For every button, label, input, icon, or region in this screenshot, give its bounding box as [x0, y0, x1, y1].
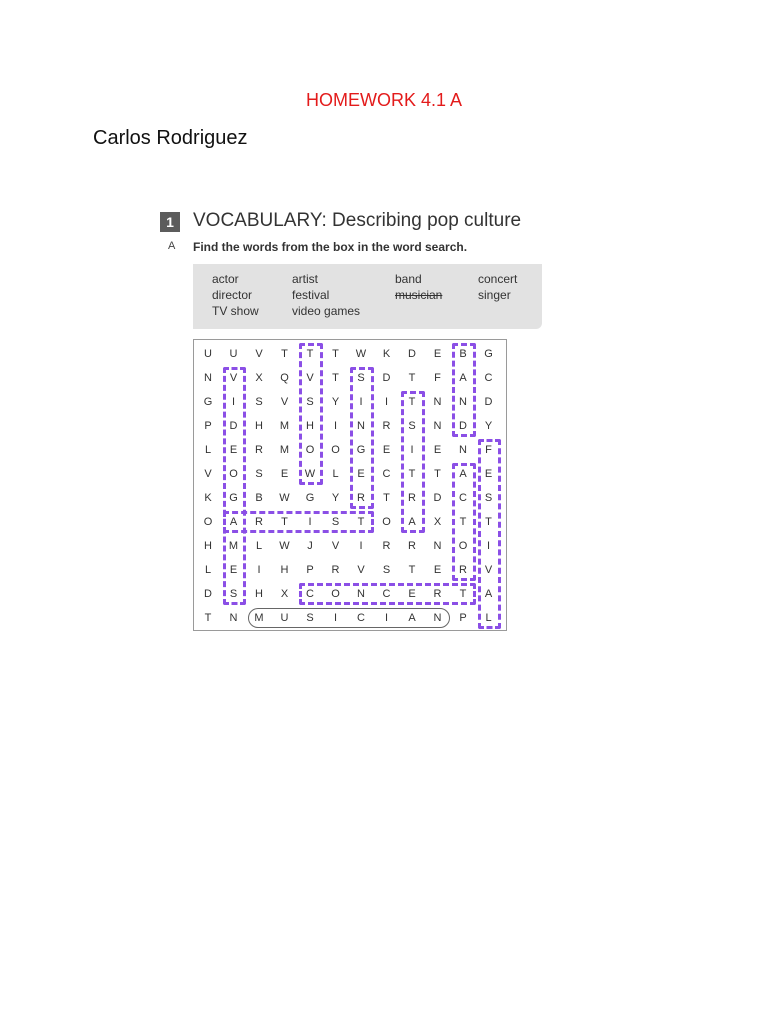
grid-letter: L — [332, 468, 339, 480]
grid-letter: R — [408, 492, 416, 504]
word-box-item: musician — [395, 288, 443, 302]
grid-letter: D — [433, 492, 442, 504]
grid-letter: S — [484, 492, 493, 504]
grid-letter: H — [255, 588, 263, 600]
grid-letter: Y — [331, 492, 340, 504]
grid-letter: O — [229, 468, 238, 480]
grid-letter: A — [408, 612, 416, 624]
grid-letter: O — [458, 540, 468, 552]
grid-letter: A — [459, 372, 467, 384]
grid-letter: R — [382, 420, 391, 432]
grid-letter: G — [229, 492, 238, 504]
grid-letter: L — [255, 540, 263, 552]
grid-letter: I — [384, 396, 389, 408]
student-name: Carlos Rodriguez — [93, 127, 248, 149]
word-box-item: actor — [212, 272, 239, 286]
found-word-highlight — [223, 367, 247, 605]
grid-letter: X — [280, 588, 289, 600]
grid-letter: I — [308, 516, 312, 528]
grid-letter: I — [359, 396, 363, 408]
grid-letter: O — [331, 444, 340, 456]
instruction-text: Find the words from the box in the word search. — [193, 240, 468, 254]
word-box-item: concert — [478, 272, 518, 286]
grid-letter: F — [485, 444, 492, 456]
grid-letter: S — [255, 468, 263, 480]
grid-letter: I — [359, 540, 363, 552]
grid-letter: D — [382, 372, 391, 384]
grid-letter: E — [408, 588, 416, 600]
word-box-item: band — [395, 272, 422, 286]
grid-letter: T — [204, 612, 212, 624]
grid-letter: A — [229, 516, 238, 528]
grid-letter: O — [331, 588, 340, 600]
grid-letter: T — [408, 396, 416, 408]
grid-letter: T — [332, 348, 339, 360]
grid-letter: P — [459, 612, 467, 624]
grid-letter: E — [484, 468, 493, 480]
grid-letter: V — [306, 372, 314, 384]
grid-letter: A — [459, 468, 467, 480]
grid-letter: S — [331, 516, 340, 528]
found-word-highlight — [350, 367, 374, 509]
grid-letter: R — [408, 540, 416, 552]
grid-letter: K — [204, 492, 212, 504]
grid-letter: N — [433, 420, 442, 432]
grid-letter: A — [484, 588, 493, 600]
grid-letter: X — [433, 516, 442, 528]
grid-letter: A — [408, 516, 416, 528]
found-word-highlight — [299, 583, 476, 605]
grid-letter: C — [459, 492, 467, 504]
grid-letter: C — [484, 372, 493, 384]
grid-letter: P — [204, 420, 212, 432]
grid-letter: S — [382, 564, 391, 576]
grid-letter: T — [281, 348, 288, 360]
grid-letter: M — [279, 444, 290, 456]
grid-letter: K — [382, 348, 391, 360]
grid-letter: I — [333, 420, 338, 432]
grid-letter: S — [306, 612, 314, 624]
grid-letter: M — [228, 540, 239, 552]
grid-letter: U — [229, 348, 238, 360]
grid-letter: O — [382, 516, 391, 528]
grid-letter: F — [434, 372, 441, 384]
grid-letter: T — [459, 516, 467, 528]
grid-letter: H — [280, 564, 289, 576]
word-box-item: director — [212, 288, 253, 302]
grid-letter: V — [357, 564, 365, 576]
found-word-highlight — [299, 343, 323, 485]
grid-letter: U — [204, 348, 212, 360]
found-word-highlight — [478, 439, 502, 629]
grid-letter: W — [304, 468, 316, 480]
grid-letter: S — [229, 588, 238, 600]
grid-letter: N — [433, 540, 442, 552]
grid-letter: Y — [331, 396, 340, 408]
grid-letter: V — [331, 540, 340, 552]
grid-letter: E — [357, 468, 365, 480]
grid-letter: E — [382, 444, 391, 456]
grid-letter: T — [434, 468, 441, 480]
worksheet-image — [155, 198, 610, 636]
grid-letter: T — [306, 348, 314, 360]
grid-letter: D — [408, 348, 416, 360]
word-box-item: singer — [478, 288, 511, 302]
grid-letter: R — [255, 516, 263, 528]
grid-letter: O — [203, 516, 213, 528]
grid-letter: N — [204, 372, 212, 384]
grid-letter: E — [433, 444, 442, 456]
grid-letter: C — [382, 468, 391, 480]
grid-letter: I — [231, 396, 236, 408]
grid-letter: H — [204, 540, 212, 552]
grid-letter: Q — [280, 372, 289, 384]
grid-letter: D — [204, 588, 212, 600]
grid-letter: S — [357, 372, 365, 384]
grid-letter: E — [433, 348, 442, 360]
grid-letter: D — [229, 420, 238, 432]
grid-letter: N — [459, 444, 467, 456]
grid-letter: I — [384, 612, 389, 624]
grid-letter: U — [280, 612, 289, 624]
grid-letter: I — [333, 612, 338, 624]
circled-word-outline — [248, 608, 450, 628]
grid-letter: T — [357, 516, 365, 528]
grid-letter: N — [357, 420, 365, 432]
grid-letter: N — [459, 396, 467, 408]
grid-letter: X — [255, 372, 263, 384]
word-box-item: video games — [292, 304, 361, 318]
grid-letter: M — [254, 612, 264, 624]
grid-letter: V — [255, 348, 263, 360]
grid-letter: T — [408, 564, 416, 576]
grid-letter: I — [257, 564, 261, 576]
grid-letter: C — [306, 588, 314, 600]
grid-letter: E — [433, 564, 442, 576]
grid-letter: O — [305, 444, 315, 456]
word-box-item: TV show — [212, 304, 259, 318]
grid-letter: N — [433, 396, 442, 408]
grid-letter: B — [255, 492, 263, 504]
homework-title: HOMEWORK 4.1 A — [305, 90, 463, 110]
grid-letter: T — [281, 516, 288, 528]
grid-letter: T — [332, 372, 339, 384]
grid-letter: S — [306, 396, 314, 408]
word-box — [193, 264, 542, 329]
grid-letter: T — [485, 516, 492, 528]
grid-letter: L — [204, 564, 212, 576]
grid-letter: I — [486, 540, 491, 552]
grid-letter: R — [331, 564, 340, 576]
word-search-grid — [193, 339, 507, 631]
grid-letter: G — [203, 396, 213, 408]
exercise-title: VOCABULARY: Describing pop culture — [193, 210, 522, 231]
grid-letter: S — [255, 396, 263, 408]
grid-letter: R — [382, 540, 391, 552]
grid-letter: S — [408, 420, 416, 432]
grid-letter: Y — [484, 420, 493, 432]
grid-letter: C — [357, 612, 365, 624]
grid-letter: W — [279, 492, 290, 504]
grid-letter: V — [229, 372, 238, 384]
word-box-item: festival — [292, 288, 330, 302]
grid-letter: M — [279, 420, 290, 432]
grid-letter: J — [307, 540, 313, 552]
grid-letter: E — [229, 444, 238, 456]
grid-letter: W — [279, 540, 290, 552]
grid-letter: E — [280, 468, 289, 480]
grid-letter: B — [459, 348, 467, 360]
grid-letter: P — [306, 564, 314, 576]
grid-letter: D — [484, 396, 493, 408]
grid-letter: T — [408, 372, 416, 384]
grid-letter: R — [357, 492, 365, 504]
grid-letter: V — [484, 564, 493, 576]
grid-letter: R — [433, 588, 442, 600]
grid-letter: W — [355, 348, 367, 360]
grid-letter: N — [229, 612, 238, 624]
grid-letter: G — [305, 492, 315, 504]
grid-letter: T — [383, 492, 390, 504]
word-box-item: artist — [292, 272, 319, 286]
section-letter: A — [168, 240, 176, 252]
grid-letter: V — [204, 468, 212, 480]
grid-letter: V — [280, 396, 289, 408]
grid-letter: I — [410, 444, 414, 456]
grid-letter: N — [433, 612, 442, 624]
exercise-number: 1 — [160, 212, 180, 232]
found-word-highlight — [452, 463, 476, 581]
grid-letter: G — [484, 348, 493, 360]
grid-letter: T — [459, 588, 467, 600]
found-word-highlight — [401, 391, 425, 533]
grid-letter: D — [459, 420, 467, 432]
grid-letter: R — [459, 564, 467, 576]
grid-letter: T — [408, 468, 416, 480]
grid-letter: H — [306, 420, 314, 432]
grid-letter: L — [485, 612, 492, 624]
grid-letter: L — [204, 444, 212, 456]
grid-letter: H — [255, 420, 263, 432]
found-word-highlight — [223, 511, 374, 533]
grid-letter: E — [229, 564, 238, 576]
grid-letter: N — [357, 588, 365, 600]
grid-letter: G — [356, 444, 366, 456]
grid-letter: C — [382, 588, 391, 600]
grid-letter: R — [255, 444, 263, 456]
found-word-highlight — [452, 343, 476, 437]
